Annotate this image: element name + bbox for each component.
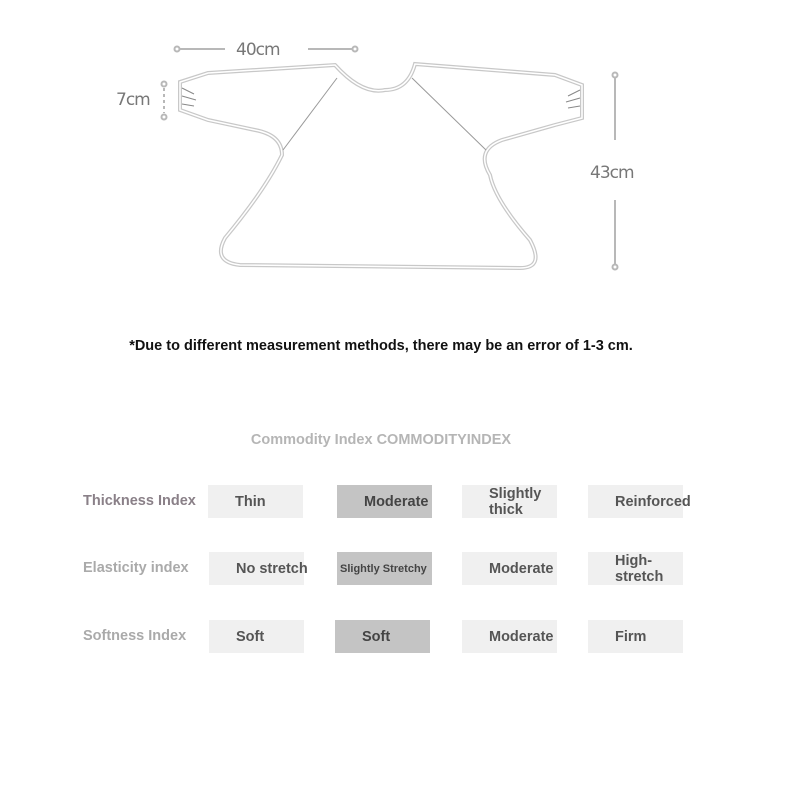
index-option: Firm: [588, 620, 683, 653]
row-label: Elasticity index: [83, 560, 189, 576]
measurement-note: *Due to different measurement methods, there may be an error of 1-3 cm.: [129, 338, 633, 354]
index-option: High-stretch: [588, 552, 683, 585]
bib-diagram: [0, 0, 790, 300]
index-option: Moderate: [462, 552, 557, 585]
width-dimension: 40cm: [236, 40, 280, 60]
index-title: Commodity Index COMMODITYINDEX: [250, 432, 512, 448]
index-option-selected: Soft: [335, 620, 430, 653]
row-label: Thickness Index: [83, 493, 196, 509]
index-option: Moderate: [462, 620, 557, 653]
index-option: Reinforced: [588, 485, 683, 518]
cuff-dimension: 7cm: [116, 90, 150, 110]
index-option-selected: Moderate: [337, 485, 432, 518]
index-option: Thin: [208, 485, 303, 518]
index-option: Slightly thick: [462, 485, 557, 518]
index-option: No stretch: [209, 552, 304, 585]
row-label: Softness Index: [83, 628, 187, 644]
index-option-selected: Slightly Stretchy: [337, 552, 432, 585]
length-dimension: 43cm: [590, 163, 634, 183]
index-option: Soft: [209, 620, 304, 653]
